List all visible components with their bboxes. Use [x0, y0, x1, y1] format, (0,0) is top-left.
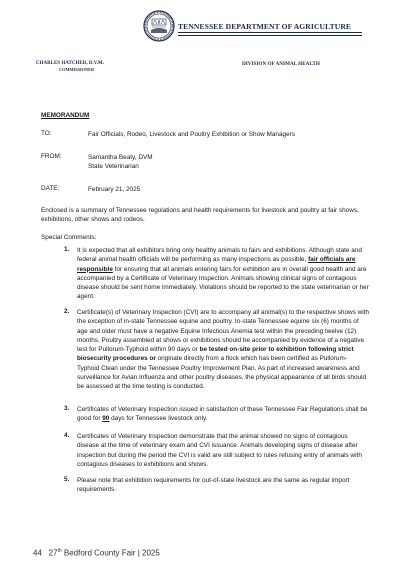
comment-item-3: Certificates of Veterinary Inspection issued in satisfaction of these Tennessee Fair Regulations shall be good for 90 days for Tennessee livestock only. — [77, 406, 368, 423]
from-label: FROM: — [41, 153, 62, 160]
footer-separator: | — [135, 548, 142, 558]
commissioner-title: COMMISSIONER — [59, 67, 95, 72]
fair-name: Bedford County Fair — [61, 548, 136, 558]
tennessee-state-seal-icon — [143, 10, 175, 42]
date-label: DATE: — [41, 185, 60, 192]
memo-heading: MEMORANDUM — [41, 112, 90, 119]
comment-item-4: Certificates of Veterinary Inspection demonstrate that the animal showed no signs of contagious disease at the time of veterinary exam and CVI issuance. Animals developing signs of disease after inspection but during the period the CVI is valid are still subject to rules refusing entry of animals with contagious diseases to exhibitions and shows. — [77, 433, 362, 468]
comment-item-2: Certificate(s) of Veterinary Inspection (CVI) are to accompany all animal(s) to the respective shows with the exception of in-state Tennessee equine and poultry. In-state Tennessee equine six (6) months of age and older must have a negative Equine Infectious Anemia test within the preceding twelve (12) months. Poultry assembled at shows or exhibitions should be accompanied by evidence of a negative test for Pullorum-Typhoid within 90 days or be tested on-site prior to exhibition following strict biosecurity procedures or originate directly from a flock which has been certified as Pullorum-Typhoid Clean under the Tennessee Poultry Improvement Plan. As part of increased awareness and surveillance for Avian Influenza and other poultry diseases, the physical appearance of all birds should be assessed at the time testing is conducted. — [77, 309, 369, 391]
fair-year: 2025 — [142, 548, 160, 558]
page-footer — [33, 548, 160, 558]
ordinal-suffix: th — [57, 548, 62, 554]
item-number: 3. — [64, 405, 70, 412]
comment-item-1: It is expected that all exhibitors bring only healthy animals to fairs and exhibitions. Although state and federal animal health officials will be performing as many inspections as possible, fair officials are responsible for ensuring that all animals entering fairs for exhibition are in overall good health and are accompanied by a Certificate of Veterinary Inspection. Animals showing clinical signs of contagious disease should be sent home immediately. Violations should be reported to the state veterinarian or her agent. — [77, 247, 369, 301]
commissioner-name: CHARLES HATCHER, D.V.M. — [36, 61, 104, 66]
item-number: 5. — [64, 476, 70, 483]
division-name: DIVISION OF ANIMAL HEALTH — [242, 61, 320, 67]
intro-paragraph: Enclosed is a summary of Tennessee regulations and health requirements for livestock and poultry at fair shows, exhibitions, other shows and rodeos. — [41, 207, 359, 224]
fair-edition-number: 27 — [48, 548, 58, 558]
item-number: 2. — [64, 308, 70, 315]
date-value: February 21, 2025 — [88, 186, 141, 193]
from-title: State Veterinarian — [88, 163, 139, 170]
to-value: Fair Officials, Rodeo, Livestock and Poultry Exhibition or Show Managers — [88, 131, 295, 138]
item-number: 4. — [64, 432, 70, 439]
from-name: Samantha Beaty, DVM — [88, 154, 153, 161]
special-comments-heading: Special Comments: — [41, 234, 97, 241]
letterhead-rule — [178, 32, 362, 36]
page-number: 44 — [33, 548, 42, 558]
comment-item-5: Please note that exhibition requirements for out-of-state livestock are the same as regular import requirements. — [77, 477, 350, 494]
to-label: TO: — [41, 130, 52, 137]
item-number: 1. — [64, 246, 70, 253]
department-title: TENNESSEE DEPARTMENT OF AGRICULTURE — [178, 22, 352, 31]
